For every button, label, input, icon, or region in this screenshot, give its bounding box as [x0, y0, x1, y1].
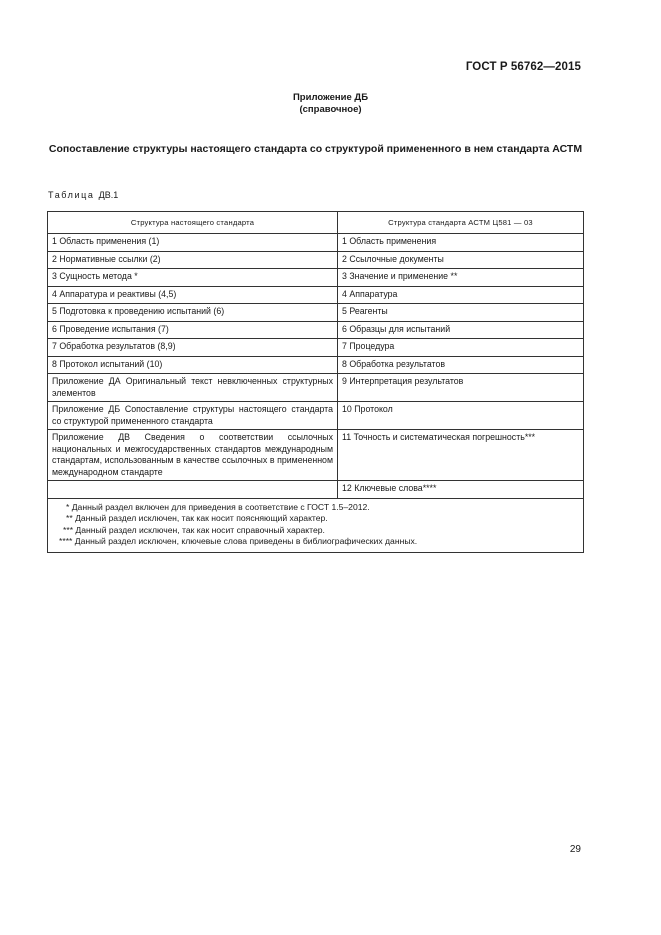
table-row: [48, 402, 584, 430]
table-cell: 5 Реагенты: [338, 304, 584, 322]
table-cell: Приложение ДВ Сведения о соответствии ссылочных национальных и межгосударственных стандартов международным стандартам, использованным в качестве ссылочных в примененном международном стандарте: [48, 430, 338, 481]
table-cell: 8 Обработка результатов: [338, 356, 584, 374]
footnote: **** Данный раздел исключен, ключевые слова приведены в библиографических данных.: [59, 536, 418, 546]
table-row: [48, 234, 584, 252]
table-cell: 4 Аппаратура: [338, 286, 584, 304]
comparison-table: [47, 211, 584, 553]
document-code: ГОСТ Р 56762—2015: [465, 61, 581, 73]
table-cell: 7 Обработка результатов (8,9): [48, 339, 338, 357]
table-caption: [48, 190, 118, 200]
table-row: [48, 286, 584, 304]
table-cell: 9 Интерпретация результатов: [338, 374, 584, 402]
appendix-subtitle: (справочное): [299, 104, 362, 115]
table-caption-word: Таблица: [48, 190, 95, 200]
table-cell: 11 Точность и систематическая погрешность***: [338, 430, 584, 481]
table-cell: 6 Образцы для испытаний: [338, 321, 584, 339]
table-row: [48, 374, 584, 402]
table-cell: 4 Аппаратура и реактивы (4,5): [48, 286, 338, 304]
table-cell: 2 Нормативные ссылки (2): [48, 251, 338, 269]
table-cell: 2 Ссылочные документы: [338, 251, 584, 269]
table-row: [48, 339, 584, 357]
table-caption-number: ДВ.1: [98, 190, 119, 200]
table-row: [48, 356, 584, 374]
table-notes: [48, 498, 584, 552]
table-row: [48, 251, 584, 269]
table-row: [48, 269, 584, 287]
appendix-title: Приложение ДБ: [292, 92, 369, 103]
section-title: Сопоставление структуры настоящего стандарта со структурой примененного в нем стандарта АСТМ: [48, 143, 583, 155]
table-cell: 10 Протокол: [338, 402, 584, 430]
table-notes-row: [48, 498, 584, 552]
table-cell: 8 Протокол испытаний (10): [48, 356, 338, 374]
table-header-row: [48, 212, 584, 234]
header-national-structure: Структура настоящего стандарта: [48, 212, 338, 234]
page-number: 29: [569, 844, 581, 855]
table-cell: 6 Проведение испытания (7): [48, 321, 338, 339]
table-row: [48, 430, 584, 481]
table-cell: 1 Область применения: [338, 234, 584, 252]
table-cell: Приложение ДБ Сопоставление структуры настоящего стандарта со структурой примененного стандарта: [48, 402, 338, 430]
table-cell: 12 Ключевые слова****: [338, 481, 584, 499]
table-row: [48, 304, 584, 322]
table-cell: 3 Значение и применение **: [338, 269, 584, 287]
table-cell: 1 Область применения (1): [48, 234, 338, 252]
table-row: [48, 321, 584, 339]
footnote: *** Данный раздел исключен, так как носит справочный характер.: [63, 524, 325, 535]
table-cell: Приложение ДА Оригинальный текст невключенных структурных элементов: [48, 374, 338, 402]
footnote: ** Данный раздел исключен, так как носит поясняющий характер.: [66, 513, 328, 523]
table-row: [48, 481, 584, 499]
table-cell-empty: [48, 481, 338, 499]
table-cell: 5 Подготовка к проведению испытаний (6): [48, 304, 338, 322]
table-cell: 3 Сущность метода *: [48, 269, 338, 287]
table-cell: 7 Процедура: [338, 339, 584, 357]
appendix-heading: [0, 92, 661, 116]
header-astm-structure: Структура стандарта АСТМ Ц581 — 03: [338, 212, 584, 234]
footnote: * Данный раздел включен для приведения в соответствие с ГОСТ 1.5–2012.: [66, 501, 370, 512]
